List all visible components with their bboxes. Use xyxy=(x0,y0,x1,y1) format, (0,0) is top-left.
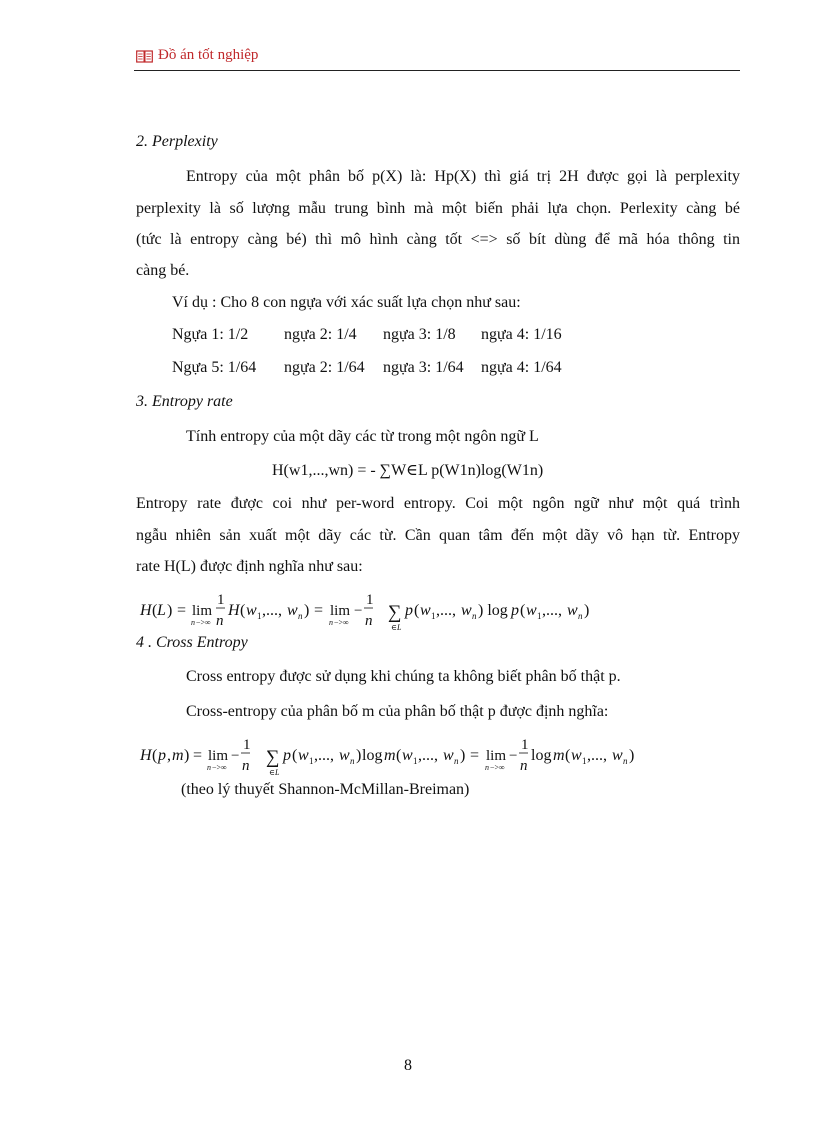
svg-text:p: p xyxy=(158,747,166,764)
svg-text:(: ( xyxy=(292,747,298,764)
svg-text:w: w xyxy=(298,747,309,764)
perplexity-para-line3: (tức là entropy càng bé) thì mô hình càng tốt <=> số bít dùng để mã hóa thông tin xyxy=(136,231,740,248)
page-number: 8 xyxy=(404,1057,412,1074)
svg-text:p: p xyxy=(283,747,291,764)
svg-text:n: n xyxy=(578,611,583,621)
example-row2-cell2: ngựa 2: 1/64 xyxy=(284,359,365,376)
svg-text:n: n xyxy=(472,611,477,621)
svg-text:lim: lim xyxy=(330,603,351,619)
example-row2-cell1: Ngựa 5: 1/64 xyxy=(172,359,257,376)
svg-text:−: − xyxy=(231,748,240,764)
svg-text:m: m xyxy=(384,747,396,764)
svg-text:w: w xyxy=(420,602,431,619)
svg-text:w: w xyxy=(612,747,623,764)
svg-text:,...,: ,..., xyxy=(542,602,562,619)
svg-text:log: log xyxy=(362,747,383,764)
svg-text:=: = xyxy=(177,602,187,619)
svg-text:=: = xyxy=(193,747,203,764)
page-header xyxy=(134,46,740,71)
entropy-rate-para-line1: Entropy rate được coi như per-word entropy. Coi một ngôn ngữ như một quá trình xyxy=(136,495,740,512)
entropy-rate-equation xyxy=(136,588,606,636)
svg-text:n: n xyxy=(454,756,459,766)
svg-text:,...,: ,..., xyxy=(436,602,456,619)
entropy-rate-para-line2: ngẫu nhiên sản xuất một dãy các từ. Cần quan tâm đến một dãy vô hạn từ. Entropy xyxy=(136,527,740,544)
example-row1-cell4: ngựa 4: 1/16 xyxy=(481,326,562,343)
svg-text:L: L xyxy=(157,602,166,619)
svg-text:p: p xyxy=(511,602,519,619)
svg-text:,...,: ,..., xyxy=(418,747,438,764)
svg-text:1: 1 xyxy=(217,592,225,608)
svg-text:−: − xyxy=(354,603,363,619)
svg-text:L: L xyxy=(275,768,280,777)
svg-text:1: 1 xyxy=(243,737,251,753)
svg-text:log: log xyxy=(531,747,552,764)
svg-text:1: 1 xyxy=(366,592,374,608)
svg-text:w: w xyxy=(287,602,298,619)
example-row2-cell4: ngựa 4: 1/64 xyxy=(481,359,562,376)
svg-text:): ) xyxy=(304,602,310,619)
svg-text:p: p xyxy=(405,602,413,619)
svg-text:): ) xyxy=(356,747,362,764)
svg-text:1: 1 xyxy=(257,611,262,621)
svg-text:H: H xyxy=(140,602,152,619)
perplexity-para-line1: Entropy của một phân bố p(X) là: Hp(X) thì giá trị 2H được gọi là perplexity xyxy=(186,168,740,185)
example-row1-cell3: ngựa 3: 1/8 xyxy=(383,326,456,343)
svg-text:n: n xyxy=(298,611,303,621)
svg-text:): ) xyxy=(460,747,466,764)
svg-text:H: H xyxy=(140,747,152,764)
entropy-rate-intro: Tính entropy của một dãy các từ trong một ngôn ngữ L xyxy=(186,428,539,445)
cross-entropy-line2: Cross-entropy của phân bố m của phân bố thật p được định nghĩa: xyxy=(186,703,609,720)
svg-text:(: ( xyxy=(152,602,158,619)
svg-text:−>∞: −>∞ xyxy=(212,763,227,772)
svg-text:n: n xyxy=(365,613,373,629)
svg-text:,...,: ,..., xyxy=(262,602,282,619)
svg-text:−>∞: −>∞ xyxy=(490,763,505,772)
svg-text:(: ( xyxy=(396,747,402,764)
svg-text:(: ( xyxy=(240,602,246,619)
svg-text:w: w xyxy=(571,747,582,764)
svg-text:m: m xyxy=(553,747,565,764)
svg-text:−: − xyxy=(509,748,518,764)
svg-text:n: n xyxy=(329,618,333,627)
svg-text:H: H xyxy=(228,602,240,619)
svg-text:): ) xyxy=(167,602,173,619)
svg-text:1: 1 xyxy=(521,737,529,753)
example-row1-cell1: Ngựa 1: 1/2 xyxy=(172,326,249,343)
svg-text:1: 1 xyxy=(582,756,587,766)
section-heading-entropy-rate: 3. Entropy rate xyxy=(136,393,233,410)
book-icon xyxy=(136,50,153,63)
svg-text:1: 1 xyxy=(413,756,418,766)
example-intro: Ví dụ : Cho 8 con ngựa với xác suất lựa chọn như sau: xyxy=(172,294,521,311)
perplexity-para-line2: perplexity là số lượng mẫu trung bình mà một biến phải lựa chọn. Perlexity càng bé xyxy=(136,200,740,217)
svg-text:lim: lim xyxy=(486,748,507,764)
example-row1-cell2: ngựa 2: 1/4 xyxy=(284,326,357,343)
svg-text:∑: ∑ xyxy=(388,602,402,623)
svg-text:,...,: ,..., xyxy=(587,747,607,764)
svg-text:) log: ) log xyxy=(478,602,508,619)
svg-text:m: m xyxy=(172,747,184,764)
svg-text:n: n xyxy=(520,758,528,774)
svg-text:−>∞: −>∞ xyxy=(196,618,211,627)
svg-text:n: n xyxy=(485,763,489,772)
svg-text:n: n xyxy=(623,756,628,766)
svg-text:n: n xyxy=(191,618,195,627)
svg-text:1: 1 xyxy=(431,611,436,621)
svg-text:=: = xyxy=(470,747,480,764)
svg-text:n: n xyxy=(216,613,224,629)
entropy-rate-para-line3: rate H(L) được định nghĩa như sau: xyxy=(136,558,363,575)
svg-text:): ) xyxy=(184,747,190,764)
svg-text:(: ( xyxy=(414,602,420,619)
svg-text:−>∞: −>∞ xyxy=(334,618,349,627)
svg-text:w: w xyxy=(246,602,257,619)
svg-text:∈: ∈ xyxy=(391,623,397,632)
header-title: Đồ án tốt nghiệp xyxy=(158,47,259,63)
perplexity-para-line4: càng bé. xyxy=(136,262,190,279)
svg-text:n: n xyxy=(242,758,250,774)
svg-text:n: n xyxy=(207,763,211,772)
svg-text:,...,: ,..., xyxy=(314,747,334,764)
svg-text:1: 1 xyxy=(537,611,542,621)
cross-entropy-note: (theo lý thuyết Shannon-McMillan-Breiman) xyxy=(181,781,470,798)
section-heading-perplexity: 2. Perplexity xyxy=(136,133,218,150)
svg-text:(: ( xyxy=(565,747,571,764)
entropy-rate-formula: H(w1,...,wn) = - ∑W∈L p(W1n)log(W1n) xyxy=(272,462,544,479)
svg-text:): ) xyxy=(629,747,635,764)
svg-text:=: = xyxy=(314,602,324,619)
cross-entropy-equation xyxy=(136,733,656,781)
svg-text:,: , xyxy=(167,747,171,764)
svg-text:w: w xyxy=(402,747,413,764)
svg-text:w: w xyxy=(339,747,350,764)
svg-text:): ) xyxy=(584,602,590,619)
svg-text:∑: ∑ xyxy=(266,747,280,768)
section-heading-cross-entropy: 4 . Cross Entropy xyxy=(136,634,248,651)
svg-text:n: n xyxy=(350,756,355,766)
svg-text:(: ( xyxy=(520,602,526,619)
svg-text:1: 1 xyxy=(309,756,314,766)
example-row2-cell3: ngựa 3: 1/64 xyxy=(383,359,464,376)
svg-text:w: w xyxy=(526,602,537,619)
svg-text:w: w xyxy=(567,602,578,619)
svg-text:lim: lim xyxy=(192,603,213,619)
svg-text:lim: lim xyxy=(208,748,229,764)
svg-text:(: ( xyxy=(152,747,158,764)
svg-text:∈: ∈ xyxy=(269,768,275,777)
cross-entropy-line1: Cross entropy được sử dụng khi chúng ta không biết phân bố thật p. xyxy=(186,668,621,685)
svg-text:w: w xyxy=(461,602,472,619)
svg-text:L: L xyxy=(397,623,402,632)
svg-text:w: w xyxy=(443,747,454,764)
